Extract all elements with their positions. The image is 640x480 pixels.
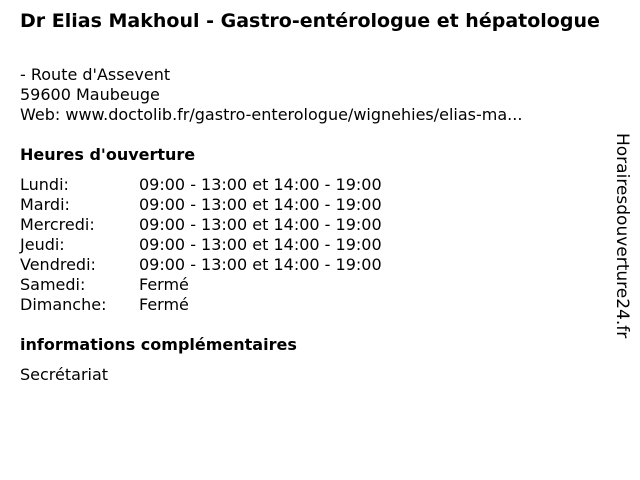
day-hours: 09:00 - 13:00 et 14:00 - 19:00 [139,175,382,194]
address-city: 59600 Maubeuge [20,85,160,104]
address-street: - Route d'Assevent [20,65,171,84]
day-label: Vendredi: [20,255,96,274]
hours-row-saturday [20,275,382,295]
hours-row-thursday [20,235,382,255]
hours-row-wednesday [20,215,382,235]
opening-hours-heading: Heures d'ouverture [20,145,196,164]
day-hours: 09:00 - 13:00 et 14:00 - 19:00 [139,235,382,254]
additional-info-text: Secrétariat [20,365,109,384]
website-link[interactable]: Web: www.doctolib.fr/gastro-enterologue/wignehies/elias-ma... [20,105,523,124]
day-label: Dimanche: [20,295,107,314]
day-label: Lundi: [20,175,69,194]
day-label: Mercredi: [20,215,95,234]
hours-row-tuesday [20,195,382,215]
day-hours: Fermé [139,295,189,314]
address-block [20,65,522,125]
hours-row-sunday [20,295,382,315]
additional-info-heading: informations complémentaires [20,335,297,354]
day-label: Samedi: [20,275,86,294]
hours-row-friday [20,255,382,275]
day-hours: 09:00 - 13:00 et 14:00 - 19:00 [139,255,382,274]
day-label: Jeudi: [20,235,65,254]
day-label: Mardi: [20,195,70,214]
day-hours: Fermé [139,275,189,294]
opening-hours-list [20,175,382,315]
day-hours: 09:00 - 13:00 et 14:00 - 19:00 [139,195,382,214]
day-hours: 09:00 - 13:00 et 14:00 - 19:00 [139,215,382,234]
hours-row-monday [20,175,382,195]
page-title: Dr Elias Makhoul - Gastro-entérologue et hépatologue [20,10,600,32]
site-watermark: Horairesdouverture24.fr [612,133,632,339]
